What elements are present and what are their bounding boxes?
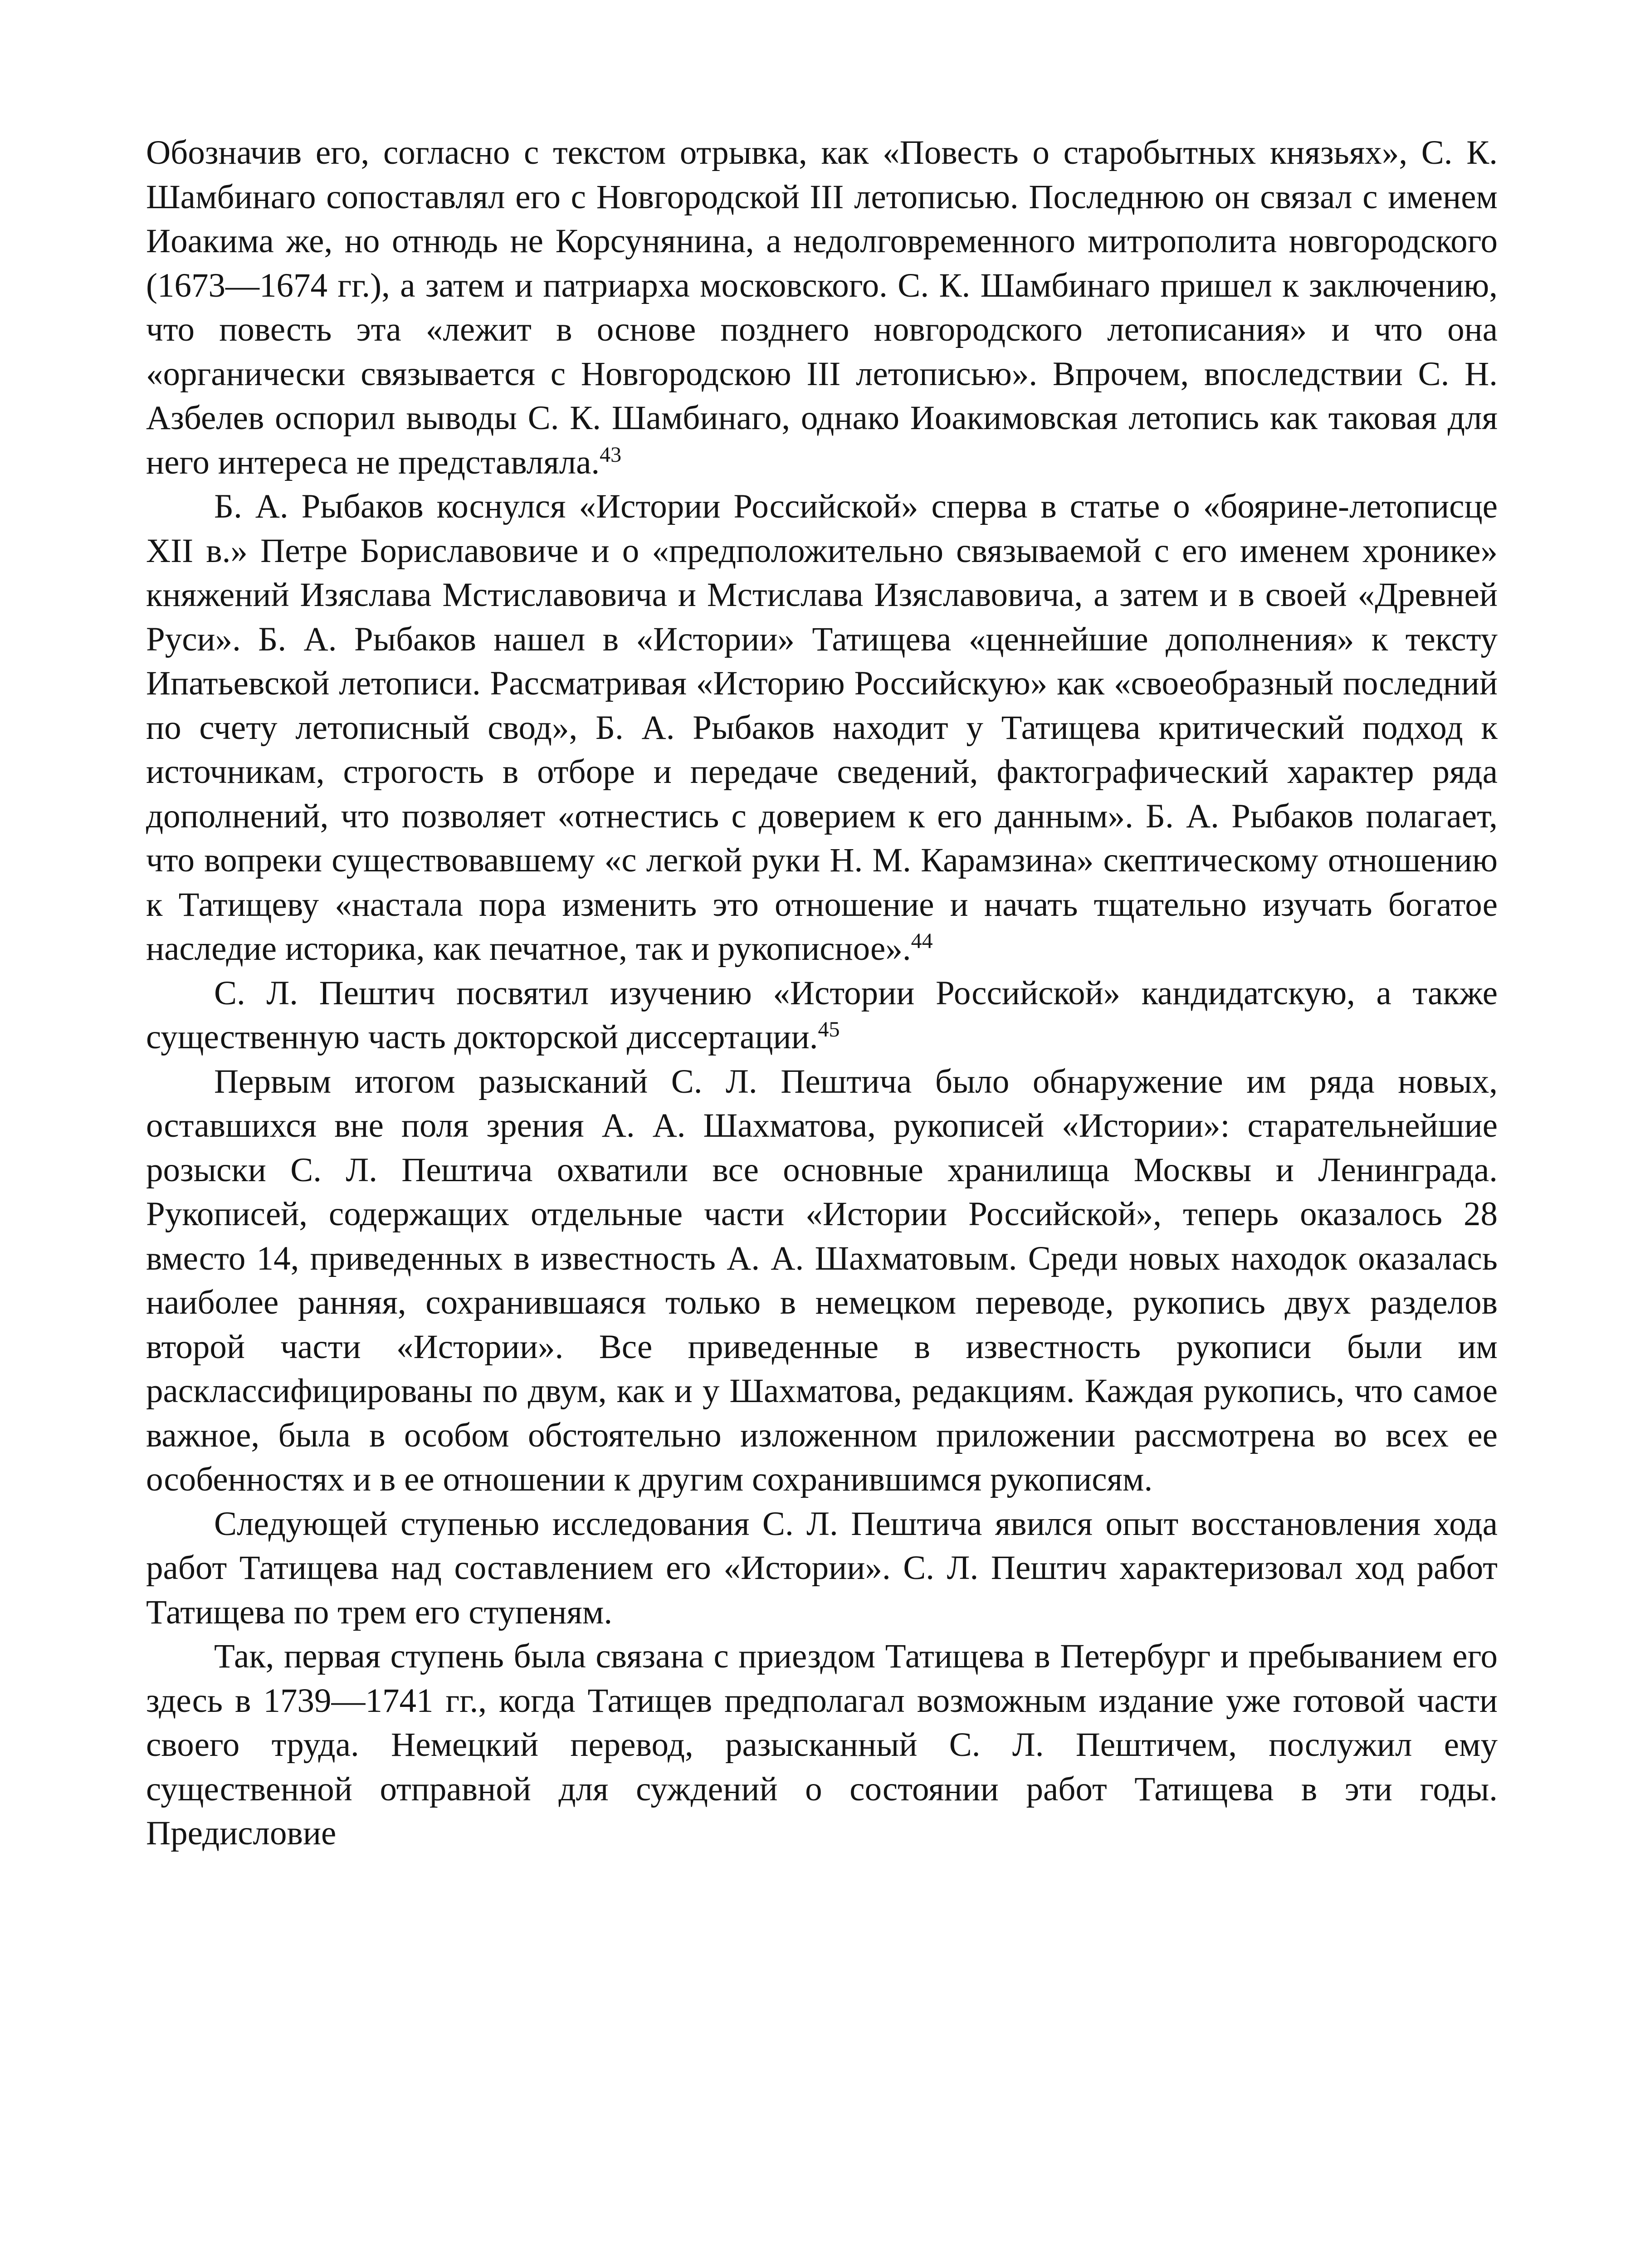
paragraph: С. Л. Пештич посвятил изучению «Истории Российской» кандидатскую, а также существенную часть докторской диссертации.$^{45}$ [146,974,1498,1056]
footnote-ref[interactable]: 45 [818,1017,840,1041]
paragraph: Следующей ступенью исследования С. Л. Пештича явился опыт восстановления хода работ Татищева над составлением его «Истории». С. Л. Пештич характеризовал ход работ Татищева по трем его ступеням. [146,1505,1498,1631]
paragraph: Так, первая ступень была связана с приездом Татищева в Петербург и пребыванием его здесь в 1739—1741 гг., когда Татищев предполагал возможным издание уже готовой части своего труда. Немецкий перевод, разысканный С. Л. Пештичем, послужил ему существенной отправной для суждений о состоянии работ Татищева в эти годы. Предисловие [146,1637,1498,1852]
paragraph: Обозначив его, согласно с текстом отрывка, как «Повесть о старобытных князьях», С. К. Шамбинаго сопоставлял его с Новгородской III летописью. Последнюю он связал с именем Иоакима же, но отнюдь не Корсунянина, а недолговременного митрополита новгородского (1673—1674 гг.), а затем и патриарха московского. С. К. Шамбинаго пришел к заключению, что повесть эта «лежит в основе позднего новгородского летописания» и что она «органически связывается с Новгородскою III летописью». Впрочем, впоследствии С. Н. Азбелев оспорил выводы С. К. Шамбинаго, однако Иоакимовская летопись как таковая для него интереса не представляла.$^{43}$ [146,134,1498,481]
footnote-ref[interactable]: 43 [600,442,622,467]
page-body [146,131,1498,1856]
paragraph: Первым итогом разысканий С. Л. Пештича было обнаружение им ряда новых, оставшихся вне поля зрения А. А. Шахматова, рукописей «Истории»: старательнейшие розыски С. Л. Пештича охватили все основные хранилища Москвы и Ленинграда. Рукописей, содержащих отдельные части «Истории Российской», теперь оказалось 28 вместо 14, приведенных в известность А. А. Шахматовым. Среди новых находок оказалась наиболее ранняя, сохранившаяся только в немецком переводе, рукопись двух разделов второй части «Истории». Все приведенные в известность рукописи были им расклассифицированы по двум, как и у Шахматова, редакциям. Каждая рукопись, что самое важное, была в особом обстоятельно изложенном приложении рассмотрена во всех ее особенностях и в ее отношении к другим сохранившимся рукописям. [146,1062,1498,1498]
paragraph: Б. А. Рыбаков коснулся «Истории Российской» сперва в статье о «боярине-летописце XII в.» Петре Бориславовиче и о «предположительно связываемой с его именем хронике» княжений Изяслава Мстиславовича и Мстислава Изяславовича, а затем и в своей «Древней Руси». Б. А. Рыбаков нашел в «Истории» Татищева «ценнейшие дополнения» к тексту Ипатьевской летописи. Рассматривая «Историю Российскую» как «своеобразный последний по счету летописный свод», Б. А. Рыбаков находит у Татищева критический подход к источникам, строгость в отборе и передаче сведений, фактографический характер ряда дополнений, что позволяет «отнестись с доверием к его данным». Б. А. Рыбаков полагает, что вопреки существовавшему «с легкой руки Н. М. Карамзина» скептическому отношению к Татищеву «настала пора изменить это отношение и начать тщательно изучать богатое наследие историка, как печатное, так и рукописное».$^{44}$ [146,488,1498,968]
footnote-ref[interactable]: 44 [911,929,933,953]
